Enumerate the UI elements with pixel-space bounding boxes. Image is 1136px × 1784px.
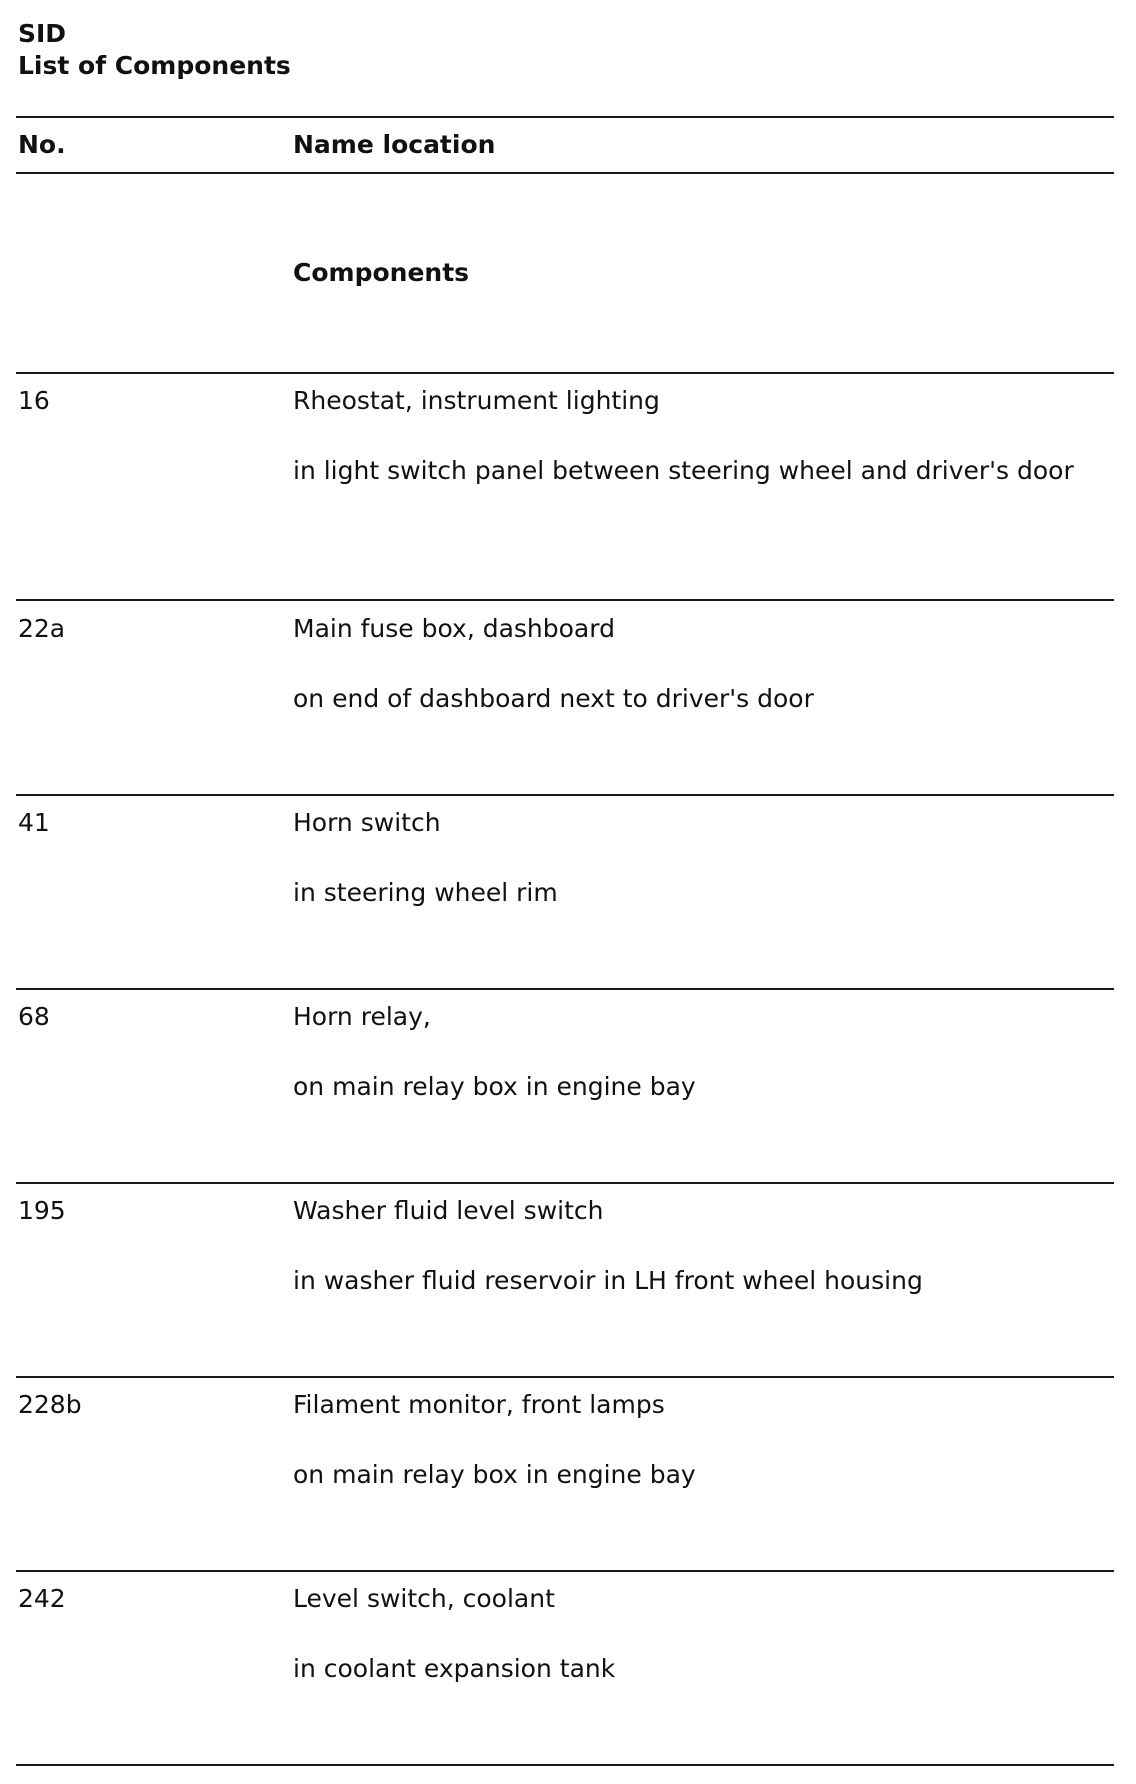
table-bottom-rule (16, 1764, 1114, 1766)
doc-subtitle: List of Components (18, 51, 291, 80)
component-name: Horn relay, (293, 1002, 431, 1031)
column-header-no: No. (18, 130, 66, 159)
row-rule (16, 988, 1114, 990)
table-top-rule (16, 116, 1114, 118)
component-name: Horn switch (293, 808, 441, 837)
row-number: 41 (18, 808, 50, 837)
header-bottom-rule (16, 172, 1114, 174)
component-location: in steering wheel rim (293, 878, 558, 907)
column-header-name-location: Name location (293, 130, 496, 159)
section-rule (16, 372, 1114, 374)
component-location: on end of dashboard next to driver's door (293, 684, 814, 713)
row-rule (16, 1376, 1114, 1378)
row-rule (16, 794, 1114, 796)
row-rule (16, 599, 1114, 601)
component-name: Main fuse box, dashboard (293, 614, 615, 643)
component-location: on main relay box in engine bay (293, 1460, 696, 1489)
component-location: on main relay box in engine bay (293, 1072, 696, 1101)
component-location: in coolant expansion tank (293, 1654, 616, 1683)
row-number: 242 (18, 1584, 66, 1613)
row-rule (16, 1570, 1114, 1572)
row-number: 68 (18, 1002, 50, 1031)
component-location: in washer fluid reservoir in LH front wheel housing (293, 1266, 923, 1295)
doc-title: SID (18, 19, 67, 48)
row-number: 195 (18, 1196, 66, 1225)
document-header (18, 18, 291, 82)
component-name: Level switch, coolant (293, 1584, 555, 1613)
component-name: Filament monitor, front lamps (293, 1390, 665, 1419)
row-rule (16, 1182, 1114, 1184)
section-heading: Components (293, 258, 470, 287)
component-name: Rheostat, instrument lighting (293, 386, 660, 415)
component-name: Washer fluid level switch (293, 1196, 604, 1225)
row-number: 228b (18, 1390, 82, 1419)
row-number: 22a (18, 614, 66, 643)
component-location: in light switch panel between steering wheel and driver's door (293, 456, 1074, 485)
row-number: 16 (18, 386, 50, 415)
